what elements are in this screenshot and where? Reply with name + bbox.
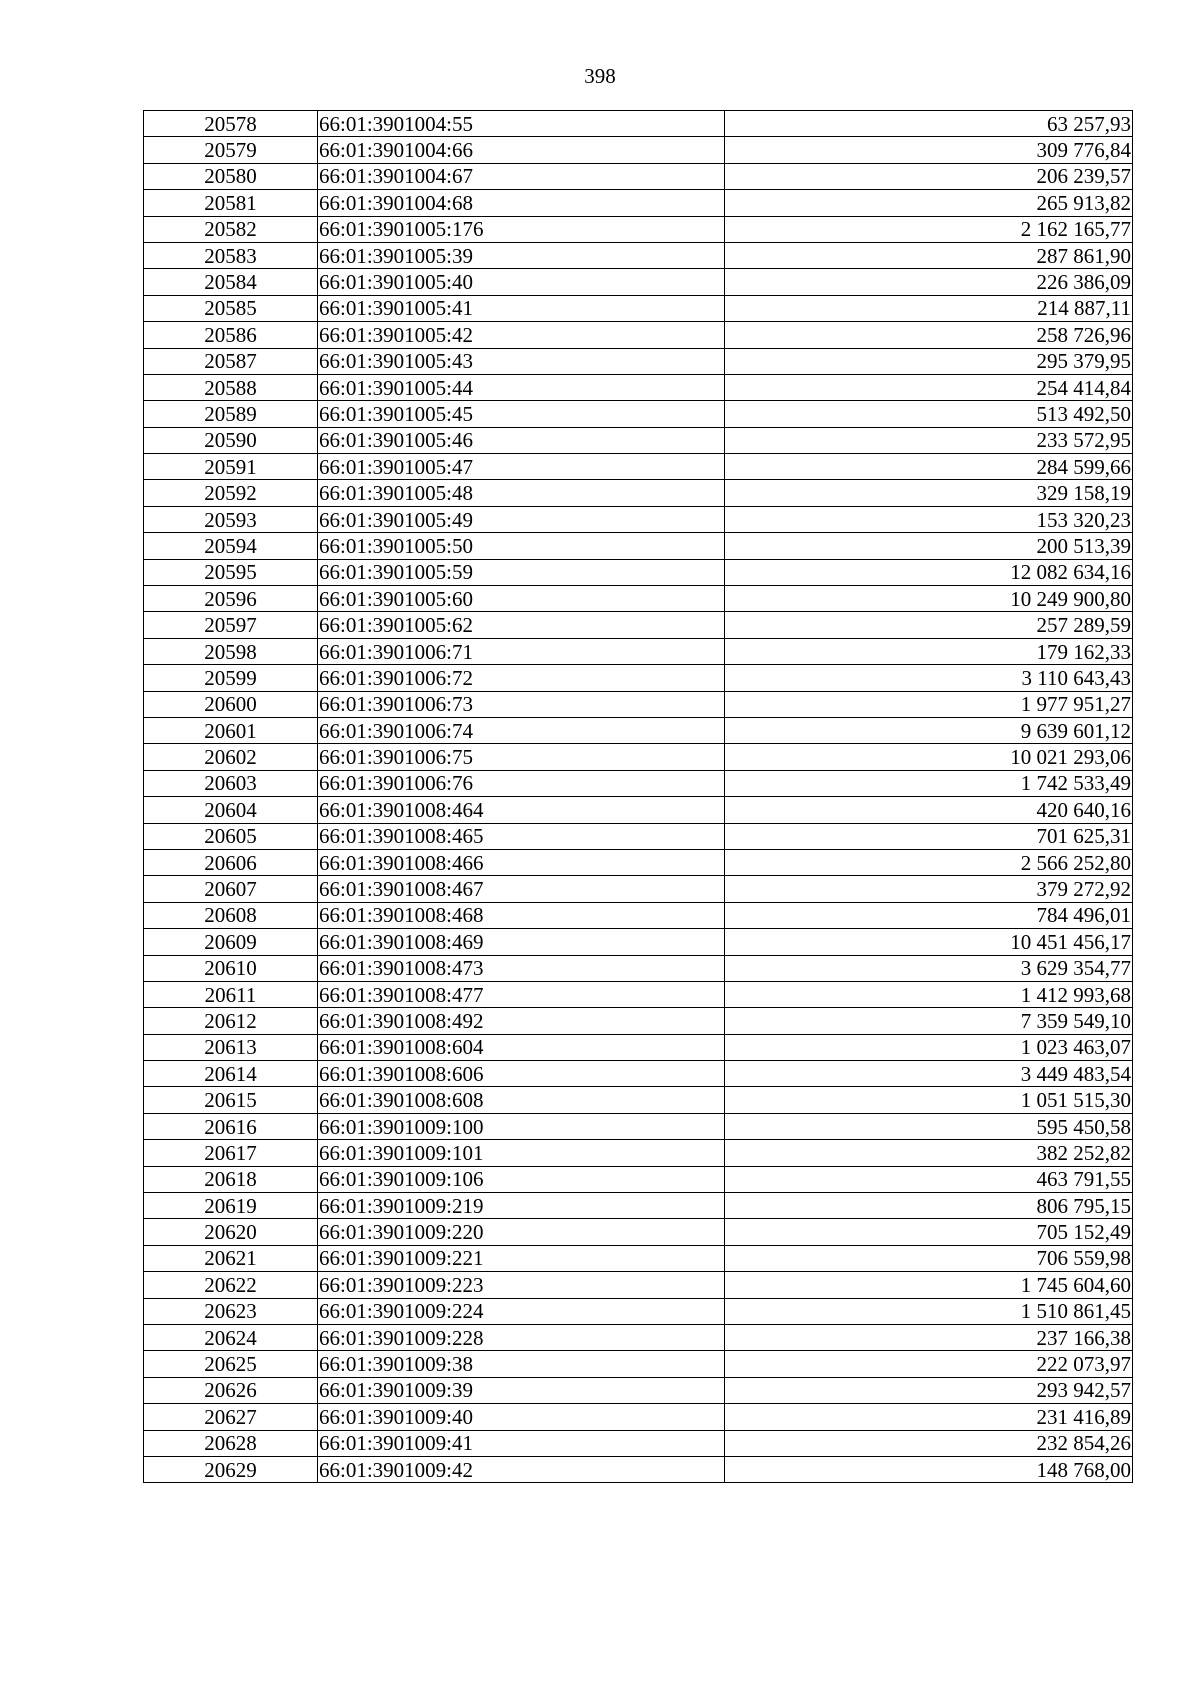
page-number: 398 <box>584 64 616 88</box>
cadastral-number-cell: 66:01:3901005:47 <box>318 454 725 480</box>
table-row <box>144 876 1133 902</box>
cadastral-number-cell: 66:01:3901009:228 <box>318 1324 725 1350</box>
row-number-cell: 20579 <box>144 137 318 163</box>
row-number-cell: 20626 <box>144 1377 318 1403</box>
cadastral-value-cell: 179 162,33 <box>725 638 1133 664</box>
cadastral-value-cell: 309 776,84 <box>725 137 1133 163</box>
table-row <box>144 559 1133 585</box>
cadastral-number-cell: 66:01:3901008:468 <box>318 902 725 928</box>
row-number-cell: 20578 <box>144 111 318 137</box>
table-row <box>144 1087 1133 1113</box>
row-number-cell: 20625 <box>144 1351 318 1377</box>
cadastral-value-cell: 9 639 601,12 <box>725 717 1133 743</box>
table-row <box>144 1193 1133 1219</box>
table-row <box>144 401 1133 427</box>
cadastral-value-cell: 705 152,49 <box>725 1219 1133 1245</box>
cadastral-value-cell: 226 386,09 <box>725 269 1133 295</box>
table-row <box>144 849 1133 875</box>
cadastral-number-cell: 66:01:3901008:492 <box>318 1008 725 1034</box>
cadastral-value-cell: 3 449 483,54 <box>725 1061 1133 1087</box>
table-row <box>144 137 1133 163</box>
row-number-cell: 20614 <box>144 1061 318 1087</box>
cadastral-value-cell: 295 379,95 <box>725 348 1133 374</box>
row-number-cell: 20598 <box>144 638 318 664</box>
table-row <box>144 902 1133 928</box>
cadastral-value-cell: 329 158,19 <box>725 480 1133 506</box>
table-row <box>144 797 1133 823</box>
row-number-cell: 20588 <box>144 374 318 400</box>
row-number-cell: 20611 <box>144 981 318 1007</box>
table-row <box>144 1298 1133 1324</box>
row-number-cell: 20627 <box>144 1404 318 1430</box>
row-number-cell: 20590 <box>144 427 318 453</box>
table-row <box>144 929 1133 955</box>
table-row <box>144 1219 1133 1245</box>
cadastral-number-cell: 66:01:3901009:224 <box>318 1298 725 1324</box>
cadastral-number-cell: 66:01:3901005:60 <box>318 586 725 612</box>
cadastral-value-cell: 232 854,26 <box>725 1430 1133 1456</box>
cadastral-number-cell: 66:01:3901005:50 <box>318 533 725 559</box>
cadastral-number-cell: 66:01:3901005:40 <box>318 269 725 295</box>
cadastral-value-cell: 265 913,82 <box>725 190 1133 216</box>
row-number-cell: 20613 <box>144 1034 318 1060</box>
cadastral-number-cell: 66:01:3901004:66 <box>318 137 725 163</box>
cadastral-value-cell: 222 073,97 <box>725 1351 1133 1377</box>
cadastral-number-cell: 66:01:3901008:473 <box>318 955 725 981</box>
row-number-cell: 20600 <box>144 691 318 717</box>
cadastral-value-cell: 254 414,84 <box>725 374 1133 400</box>
row-number-cell: 20609 <box>144 929 318 955</box>
cadastral-value-cell: 293 942,57 <box>725 1377 1133 1403</box>
row-number-cell: 20612 <box>144 1008 318 1034</box>
table-row <box>144 638 1133 664</box>
table-row <box>144 717 1133 743</box>
table-row <box>144 269 1133 295</box>
cadastral-number-cell: 66:01:3901005:39 <box>318 242 725 268</box>
cadastral-number-cell: 66:01:3901008:467 <box>318 876 725 902</box>
cadastral-number-cell: 66:01:3901009:223 <box>318 1272 725 1298</box>
cadastral-number-cell: 66:01:3901005:43 <box>318 348 725 374</box>
cadastral-number-cell: 66:01:3901004:67 <box>318 163 725 189</box>
cadastral-value-cell: 237 166,38 <box>725 1324 1133 1350</box>
row-number-cell: 20610 <box>144 955 318 981</box>
row-number-cell: 20621 <box>144 1245 318 1271</box>
cadastral-number-cell: 66:01:3901008:466 <box>318 849 725 875</box>
cadastral-value-cell: 3 110 643,43 <box>725 665 1133 691</box>
row-number-cell: 20591 <box>144 454 318 480</box>
cadastral-value-cell: 806 795,15 <box>725 1193 1133 1219</box>
cadastral-value-cell: 463 791,55 <box>725 1166 1133 1192</box>
cadastral-value-cell: 1 745 604,60 <box>725 1272 1133 1298</box>
table-row <box>144 1377 1133 1403</box>
table-row <box>144 111 1133 137</box>
cadastral-value-cell: 10 249 900,80 <box>725 586 1133 612</box>
row-number-cell: 20605 <box>144 823 318 849</box>
table-row <box>144 665 1133 691</box>
cadastral-number-cell: 66:01:3901008:608 <box>318 1087 725 1113</box>
table-row <box>144 216 1133 242</box>
cadastral-value-cell: 206 239,57 <box>725 163 1133 189</box>
cadastral-value-cell: 10 021 293,06 <box>725 744 1133 770</box>
cadastral-number-cell: 66:01:3901005:42 <box>318 322 725 348</box>
row-number-cell: 20616 <box>144 1113 318 1139</box>
row-number-cell: 20622 <box>144 1272 318 1298</box>
cadastral-value-cell: 10 451 456,17 <box>725 929 1133 955</box>
cadastral-number-cell: 66:01:3901008:464 <box>318 797 725 823</box>
table-row <box>144 1113 1133 1139</box>
cadastral-number-cell: 66:01:3901008:465 <box>318 823 725 849</box>
cadastral-number-cell: 66:01:3901005:176 <box>318 216 725 242</box>
row-number-cell: 20628 <box>144 1430 318 1456</box>
cadastral-number-cell: 66:01:3901009:40 <box>318 1404 725 1430</box>
table-row <box>144 374 1133 400</box>
cadastral-number-cell: 66:01:3901008:477 <box>318 981 725 1007</box>
row-number-cell: 20597 <box>144 612 318 638</box>
cadastral-number-cell: 66:01:3901009:106 <box>318 1166 725 1192</box>
table-row <box>144 1061 1133 1087</box>
table-row <box>144 612 1133 638</box>
cadastral-value-cell: 379 272,92 <box>725 876 1133 902</box>
table-row <box>144 427 1133 453</box>
cadastral-number-cell: 66:01:3901005:45 <box>318 401 725 427</box>
table-row <box>144 480 1133 506</box>
row-number-cell: 20599 <box>144 665 318 691</box>
cadastral-value-cell: 153 320,23 <box>725 506 1133 532</box>
row-number-cell: 20629 <box>144 1456 318 1482</box>
cadastral-value-cell: 2 162 165,77 <box>725 216 1133 242</box>
cadastral-value-cell: 7 359 549,10 <box>725 1008 1133 1034</box>
cadastral-value-cell: 701 625,31 <box>725 823 1133 849</box>
row-number-cell: 20594 <box>144 533 318 559</box>
row-number-cell: 20580 <box>144 163 318 189</box>
cadastral-number-cell: 66:01:3901006:75 <box>318 744 725 770</box>
row-number-cell: 20601 <box>144 717 318 743</box>
row-number-cell: 20585 <box>144 295 318 321</box>
cadastral-number-cell: 66:01:3901008:604 <box>318 1034 725 1060</box>
row-number-cell: 20592 <box>144 480 318 506</box>
cadastral-number-cell: 66:01:3901005:41 <box>318 295 725 321</box>
cadastral-value-cell: 1 412 993,68 <box>725 981 1133 1007</box>
table-row <box>144 1245 1133 1271</box>
row-number-cell: 20608 <box>144 902 318 928</box>
cadastral-value-cell: 214 887,11 <box>725 295 1133 321</box>
table-row <box>144 1430 1133 1456</box>
cadastral-number-cell: 66:01:3901006:72 <box>318 665 725 691</box>
cadastral-value-cell: 258 726,96 <box>725 322 1133 348</box>
cadastral-number-cell: 66:01:3901005:49 <box>318 506 725 532</box>
cadastral-number-cell: 66:01:3901006:74 <box>318 717 725 743</box>
cadastral-number-cell: 66:01:3901006:73 <box>318 691 725 717</box>
cadastral-value-cell: 513 492,50 <box>725 401 1133 427</box>
cadastral-value-cell: 200 513,39 <box>725 533 1133 559</box>
table-row <box>144 955 1133 981</box>
table-row <box>144 322 1133 348</box>
cadastral-number-cell: 66:01:3901004:68 <box>318 190 725 216</box>
table-row <box>144 1324 1133 1350</box>
cadastral-number-cell: 66:01:3901009:38 <box>318 1351 725 1377</box>
table-row <box>144 1034 1133 1060</box>
cadastral-number-cell: 66:01:3901006:71 <box>318 638 725 664</box>
cadastral-value-cell: 1 977 951,27 <box>725 691 1133 717</box>
cadastral-number-cell: 66:01:3901005:44 <box>318 374 725 400</box>
cadastral-value-cell: 706 559,98 <box>725 1245 1133 1271</box>
cadastral-number-cell: 66:01:3901008:606 <box>318 1061 725 1087</box>
table-row <box>144 981 1133 1007</box>
cadastral-number-cell: 66:01:3901009:221 <box>318 1245 725 1271</box>
cadastral-number-cell: 66:01:3901009:100 <box>318 1113 725 1139</box>
row-number-cell: 20593 <box>144 506 318 532</box>
cadastral-value-cell: 784 496,01 <box>725 902 1133 928</box>
cadastral-value-cell: 1 742 533,49 <box>725 770 1133 796</box>
cadastral-value-cell: 257 289,59 <box>725 612 1133 638</box>
table-row <box>144 770 1133 796</box>
cadastral-value-cell: 382 252,82 <box>725 1140 1133 1166</box>
row-number-cell: 20595 <box>144 559 318 585</box>
cadastral-number-cell: 66:01:3901009:219 <box>318 1193 725 1219</box>
cadastral-value-cell: 2 566 252,80 <box>725 849 1133 875</box>
cadastral-value-table <box>143 110 1133 1483</box>
cadastral-number-cell: 66:01:3901006:76 <box>318 770 725 796</box>
cadastral-number-cell: 66:01:3901005:62 <box>318 612 725 638</box>
cadastral-number-cell: 66:01:3901005:59 <box>318 559 725 585</box>
table-row <box>144 823 1133 849</box>
table-row <box>144 163 1133 189</box>
cadastral-value-cell: 595 450,58 <box>725 1113 1133 1139</box>
row-number-cell: 20604 <box>144 797 318 823</box>
table-row <box>144 586 1133 612</box>
cadastral-number-cell: 66:01:3901005:46 <box>318 427 725 453</box>
cadastral-value-cell: 233 572,95 <box>725 427 1133 453</box>
cadastral-number-cell: 66:01:3901009:101 <box>318 1140 725 1166</box>
table-row <box>144 1404 1133 1430</box>
table-row <box>144 1008 1133 1034</box>
row-number-cell: 20619 <box>144 1193 318 1219</box>
cadastral-number-cell: 66:01:3901009:42 <box>318 1456 725 1482</box>
table-row <box>144 1140 1133 1166</box>
cadastral-number-cell: 66:01:3901004:55 <box>318 111 725 137</box>
cadastral-value-cell: 420 640,16 <box>725 797 1133 823</box>
cadastral-value-cell: 231 416,89 <box>725 1404 1133 1430</box>
row-number-cell: 20620 <box>144 1219 318 1245</box>
cadastral-value-cell: 12 082 634,16 <box>725 559 1133 585</box>
row-number-cell: 20582 <box>144 216 318 242</box>
cadastral-number-cell: 66:01:3901008:469 <box>318 929 725 955</box>
cadastral-value-cell: 148 768,00 <box>725 1456 1133 1482</box>
table-row <box>144 1166 1133 1192</box>
table-row <box>144 1456 1133 1482</box>
table-row <box>144 533 1133 559</box>
cadastral-value-cell: 63 257,93 <box>725 111 1133 137</box>
row-number-cell: 20615 <box>144 1087 318 1113</box>
cadastral-number-cell: 66:01:3901005:48 <box>318 480 725 506</box>
row-number-cell: 20596 <box>144 586 318 612</box>
table-row <box>144 454 1133 480</box>
row-number-cell: 20586 <box>144 322 318 348</box>
table-row <box>144 506 1133 532</box>
cadastral-number-cell: 66:01:3901009:41 <box>318 1430 725 1456</box>
cadastral-number-cell: 66:01:3901009:220 <box>318 1219 725 1245</box>
row-number-cell: 20602 <box>144 744 318 770</box>
table-row <box>144 1272 1133 1298</box>
cadastral-number-cell: 66:01:3901009:39 <box>318 1377 725 1403</box>
row-number-cell: 20623 <box>144 1298 318 1324</box>
cadastral-value-cell: 287 861,90 <box>725 242 1133 268</box>
row-number-cell: 20618 <box>144 1166 318 1192</box>
cadastral-value-cell: 3 629 354,77 <box>725 955 1133 981</box>
row-number-cell: 20603 <box>144 770 318 796</box>
table-body <box>144 111 1133 1483</box>
table-row <box>144 190 1133 216</box>
table-row <box>144 242 1133 268</box>
row-number-cell: 20584 <box>144 269 318 295</box>
table-row <box>144 691 1133 717</box>
row-number-cell: 20589 <box>144 401 318 427</box>
row-number-cell: 20624 <box>144 1324 318 1350</box>
row-number-cell: 20587 <box>144 348 318 374</box>
cadastral-value-cell: 1 510 861,45 <box>725 1298 1133 1324</box>
table-row <box>144 744 1133 770</box>
row-number-cell: 20581 <box>144 190 318 216</box>
row-number-cell: 20617 <box>144 1140 318 1166</box>
cadastral-value-cell: 284 599,66 <box>725 454 1133 480</box>
table-row <box>144 348 1133 374</box>
row-number-cell: 20606 <box>144 849 318 875</box>
table-row <box>144 295 1133 321</box>
table-row <box>144 1351 1133 1377</box>
row-number-cell: 20583 <box>144 242 318 268</box>
row-number-cell: 20607 <box>144 876 318 902</box>
cadastral-value-cell: 1 051 515,30 <box>725 1087 1133 1113</box>
cadastral-value-cell: 1 023 463,07 <box>725 1034 1133 1060</box>
